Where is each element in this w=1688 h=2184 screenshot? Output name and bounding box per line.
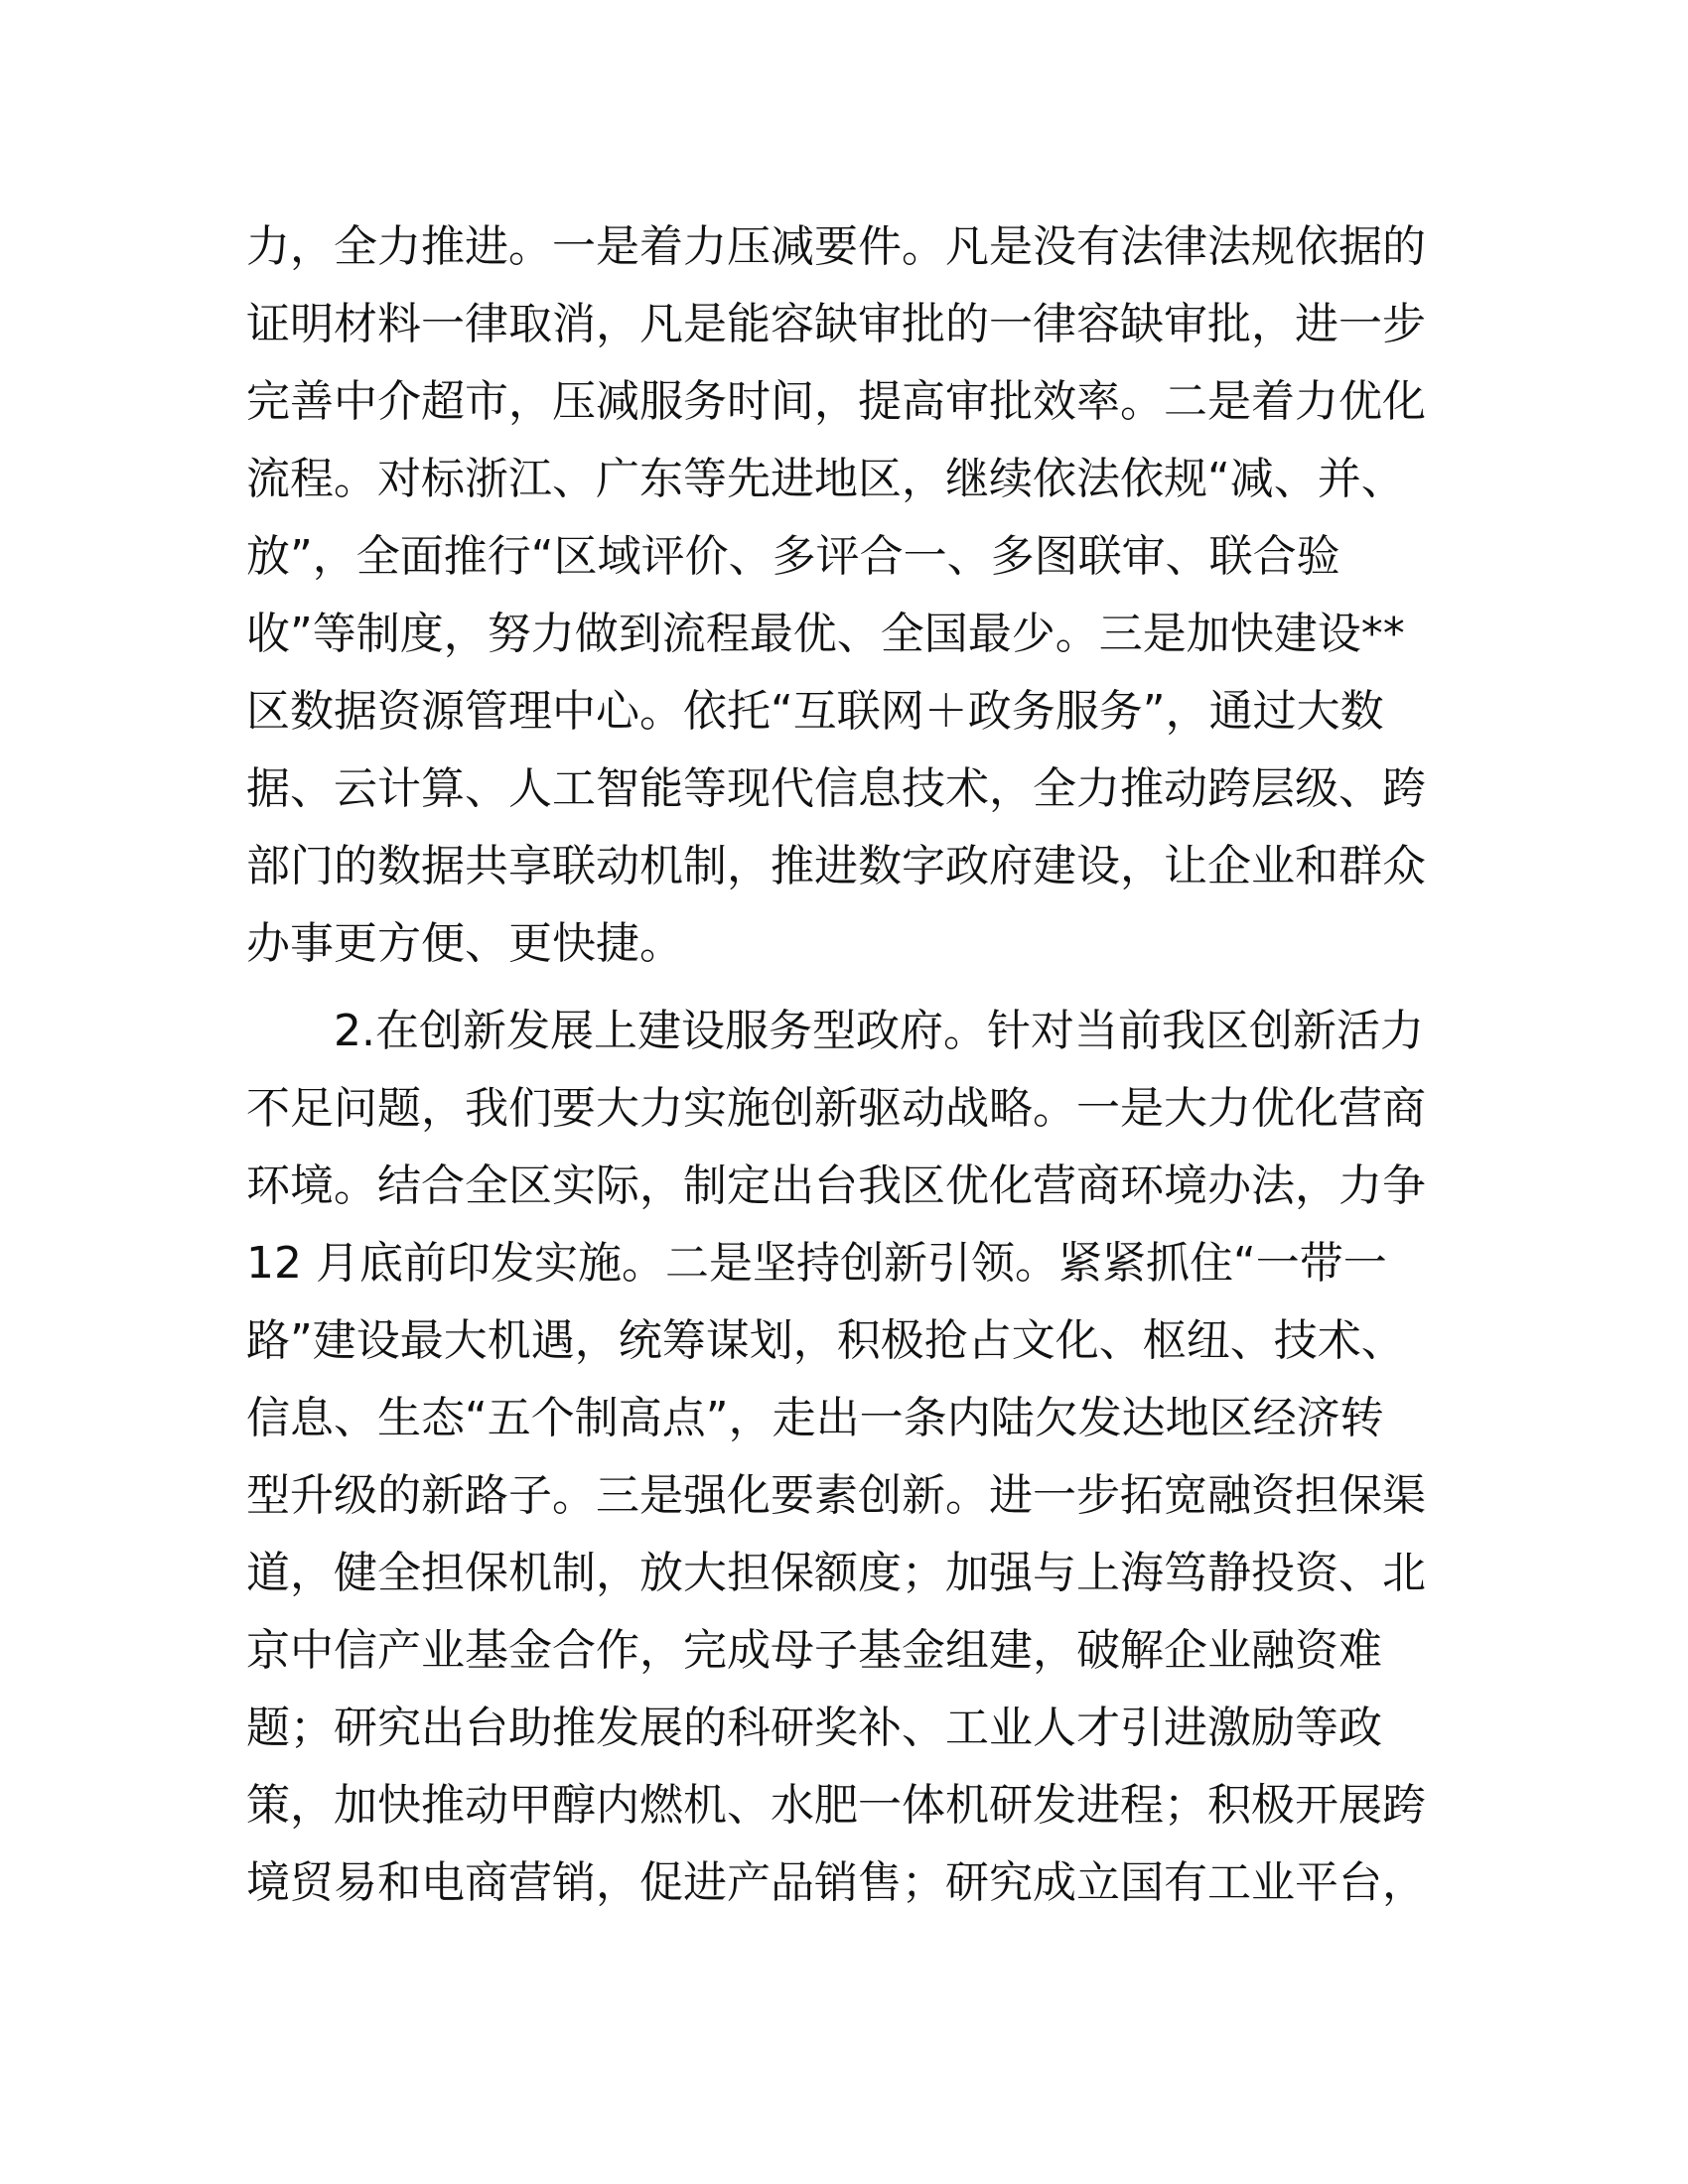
paragraph-line: 证明材料一律取消，凡是能容缺审批的一律容缺审批，进一步 <box>246 299 1426 349</box>
paragraph-line: 据、云计算、人工智能等现代信息技术，全力推动跨层级、跨 <box>246 763 1426 814</box>
paragraph-line: 境贸易和电商营销，促进产品销售；研究成立国有工业平台， <box>246 1857 1426 1908</box>
paragraph-line: 京中信产业基金合作，完成母子基金组建，破解企业融资难 <box>246 1625 1382 1676</box>
paragraph-line: 题；研究出台助推发展的科研奖补、工业人才引进激励等政 <box>246 1703 1382 1753</box>
paragraph-line: 12 月底前印发实施。二是坚持创新引领。紧紧抓住“一带一 <box>246 1238 1387 1289</box>
paragraph-line: 策，加快推动甲醇内燃机、水肥一体机研发进程；积极开展跨 <box>246 1780 1426 1831</box>
paragraph-line: 收”等制度，努力做到流程最优、全国最少。三是加快建设** <box>246 609 1405 659</box>
paragraph-line: 环境。结合全区实际，制定出台我区优化营商环境办法，力争 <box>246 1160 1426 1211</box>
paragraph-line: 完善中介超市，压减服务时间，提高审批效率。二是着力优化 <box>246 376 1426 427</box>
paragraph-line: 办事更方便、更快捷。 <box>246 918 683 969</box>
paragraph-line: 流程。对标浙江、广东等先进地区，继续依法依规“减、并、 <box>246 454 1405 504</box>
paragraph-line: 道，健全担保机制，放大担保额度；加强与上海笃静投资、北 <box>246 1548 1426 1598</box>
paragraph-line: 路”建设最大机遇，统筹谋划，积极抢占文化、枢纽、技术、 <box>246 1315 1405 1366</box>
paragraph-line: 放”，全面推行“区域评价、多评合一、多图联审、联合验 <box>246 531 1340 582</box>
document-body <box>246 208 1438 1922</box>
paragraph-line: 不足问题，我们要大力实施创新驱动战略。一是大力优化营商 <box>246 1083 1426 1134</box>
paragraph-line: 2.在创新发展上建设服务型政府。针对当前我区创新活力 <box>334 1006 1424 1056</box>
paragraph-line: 区数据资源管理中心。依托“互联网＋政务服务”，通过大数 <box>246 686 1384 737</box>
paragraph-line: 力，全力推进。一是着力压减要件。凡是没有法律法规依据的 <box>246 221 1426 272</box>
paragraph-2 <box>246 993 1438 1922</box>
paragraph-spacer <box>246 983 1438 993</box>
paragraph-line: 型升级的新路子。三是强化要素创新。进一步拓宽融资担保渠 <box>246 1470 1426 1521</box>
paragraph-1 <box>246 208 1438 983</box>
paragraph-line: 部门的数据共享联动机制，推进数字政府建设，让企业和群众 <box>246 841 1426 891</box>
paragraph-line: 信息、生态“五个制高点”，走出一条内陆欠发达地区经济转 <box>246 1393 1384 1443</box>
